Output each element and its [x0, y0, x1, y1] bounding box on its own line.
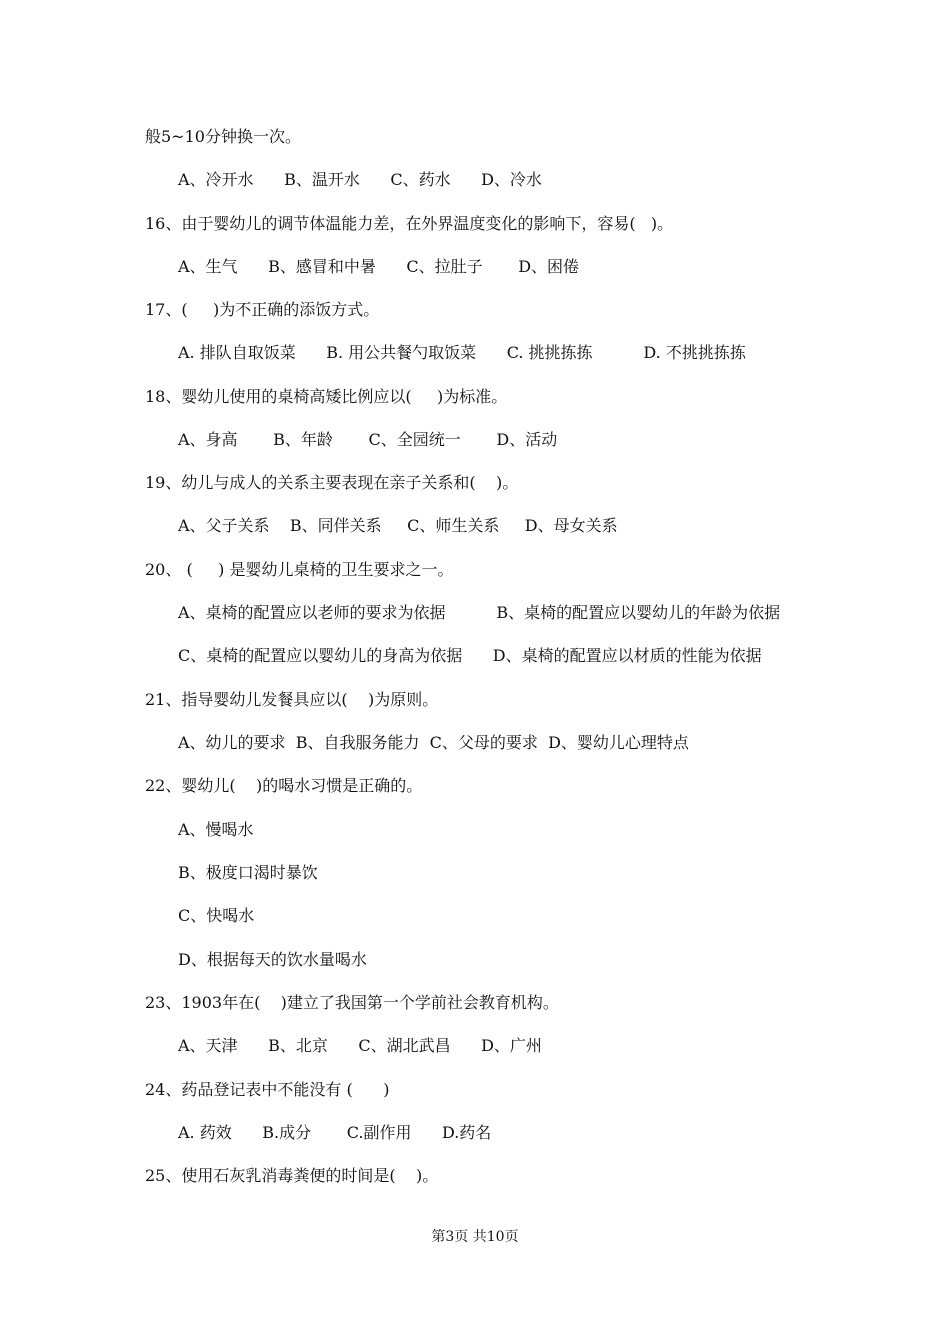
question-16-options: A、生气 B、感冒和中暑 C、拉肚子 D、困倦: [178, 257, 580, 276]
question-22: 22、婴幼儿( )的喝水习惯是正确的。: [145, 776, 423, 795]
question-15-options: A、冷开水 B、温开水 C、药水 D、冷水: [178, 170, 542, 189]
question-24-options: A. 药效 B.成分 C.副作用 D.药名: [178, 1123, 492, 1142]
question-18-options: A、身高 B、年龄 C、全园统一 D、活动: [178, 430, 558, 449]
question-19-options: A、父子关系 B、同伴关系 C、师生关系 D、母女关系: [178, 516, 618, 535]
question-23: 23、1903年在( )建立了我国第一个学前社会教育机构。: [145, 993, 559, 1012]
question-17-options: A. 排队自取饭菜 B. 用公共餐勺取饭菜 C. 挑挑拣拣 D. 不挑挑拣拣: [178, 343, 746, 362]
question-22-option-a: A、慢喝水: [178, 820, 254, 839]
question-15-continuation: 般5~10分钟换一次。: [145, 127, 301, 146]
page-footer: 第3页 共10页: [431, 1229, 519, 1245]
question-18: 18、婴幼儿使用的桌椅高矮比例应以( )为标准。: [145, 387, 508, 406]
question-20-options-ab: A、桌椅的配置应以老师的要求为依据 B、桌椅的配置应以婴幼儿的年龄为依据: [178, 603, 781, 622]
question-16: 16、由于婴幼儿的调节体温能力差，在外界温度变化的影响下，容易( )。: [145, 214, 674, 233]
question-25: 25、使用石灰乳消毒粪便的时间是( )。: [145, 1166, 439, 1185]
question-21: 21、指导婴幼儿发餐具应以( )为原则。: [145, 690, 439, 709]
question-23-options: A、天津 B、北京 C、湖北武昌 D、广州: [178, 1036, 542, 1055]
question-17: 17、( )为不正确的添饭方式。: [145, 300, 380, 319]
question-19: 19、幼儿与成人的关系主要表现在亲子关系和( )。: [145, 473, 519, 492]
question-20: 20、 ( ) 是婴幼儿桌椅的卫生要求之一。: [145, 560, 454, 579]
question-20-options-cd: C、桌椅的配置应以婴幼儿的身高为依据 D、桌椅的配置应以材质的性能为依据: [178, 646, 762, 665]
question-22-option-d: D、根据每天的饮水量喝水: [178, 950, 367, 969]
question-24: 24、药品登记表中不能没有 ( ): [145, 1080, 390, 1099]
question-22-option-b: B、极度口渴时暴饮: [178, 863, 318, 882]
question-22-option-c: C、快喝水: [178, 906, 255, 925]
question-21-options: A、幼儿的要求 B、自我服务能力 C、父母的要求 D、婴幼儿心理特点: [178, 733, 689, 752]
